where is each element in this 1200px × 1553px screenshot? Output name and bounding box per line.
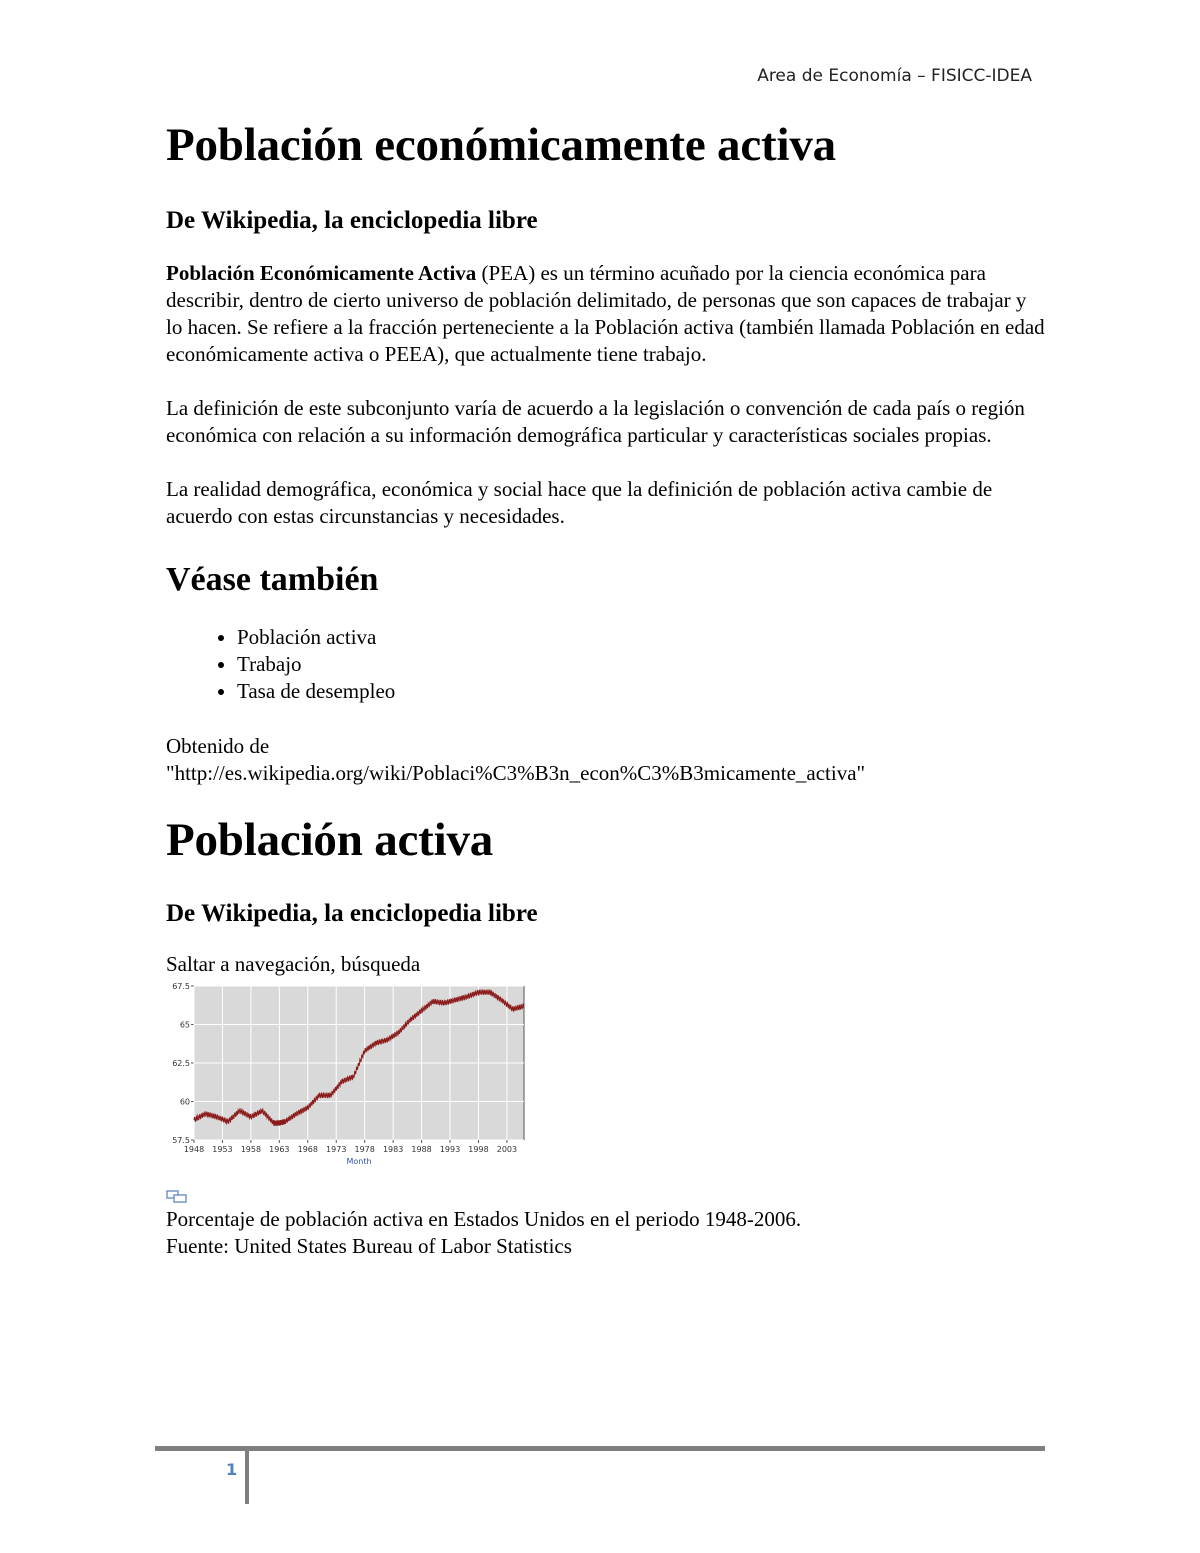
x-tick-label: 1978 <box>354 1145 375 1154</box>
see-also-list <box>166 624 1046 705</box>
x-tick-label: 1958 <box>240 1145 262 1154</box>
page-header: Area de Economía – FISICC-IDEA <box>757 66 1032 86</box>
term-pea: Población Económicamente Activa <box>166 261 477 285</box>
jump-to-navigation[interactable]: Saltar a navegación, búsqueda <box>166 952 421 976</box>
x-tick-label: 1973 <box>326 1145 347 1154</box>
x-tick-label: 1993 <box>439 1145 461 1154</box>
figure-source: Fuente: United States Bureau of Labor Statistics <box>166 1234 572 1258</box>
x-axis-label: Month <box>346 1157 372 1166</box>
pea-definition-text: (PEA) es un término acuñado por la ciencia económica para describir, dentro de cierto universo de población delimitado, de personas que son capaces de trabajar y lo hacen. Se refiere a la fracción perteneciente a la Población activa (también llamada Población en edad económicamente activa o PEEA), que actualmente tiene trabajo. <box>166 261 1045 366</box>
y-tick-label: 62.5 <box>172 1059 190 1068</box>
y-tick-label: 67.5 <box>172 982 190 991</box>
see-also-link-trabajo[interactable]: Trabajo <box>237 652 302 676</box>
x-tick-label: 1948 <box>183 1145 205 1154</box>
section1-title: Población económicamente activa <box>166 119 836 171</box>
figure-caption: Porcentaje de población activa en Estados Unidos en el periodo 1948-2006. <box>166 1207 802 1231</box>
paragraph-definition-varies: La definición de este subconjunto varía de acuerdo a la legislación o convención de cada país o región económica con relación a su información demográfica particular y características sociales propias. <box>166 396 1025 447</box>
see-also-link-poblacion-activa[interactable]: Población activa <box>237 625 377 649</box>
page-number: 1 <box>226 1460 238 1479</box>
see-also-item[interactable] <box>237 624 1046 651</box>
y-tick-label: 65 <box>179 1020 190 1030</box>
chart-svg <box>166 982 536 1172</box>
footer-horizontal-rule <box>155 1446 1045 1451</box>
see-also-heading: Véase también <box>166 561 379 598</box>
section2-subtitle: De Wikipedia, la enciclopedia libre <box>166 900 538 927</box>
see-also-item[interactable] <box>237 678 1046 705</box>
x-tick-label: 1998 <box>468 1145 489 1154</box>
magnify-icon[interactable] <box>166 1190 188 1204</box>
x-tick-label: 2003 <box>496 1145 518 1154</box>
section1-subtitle: De Wikipedia, la enciclopedia libre <box>166 207 538 234</box>
paragraph-pea-definition <box>166 260 1046 368</box>
x-tick-label: 1963 <box>269 1145 290 1154</box>
section2-title: Población activa <box>166 814 494 866</box>
obtained-from-url[interactable]: "http://es.wikipedia.org/wiki/Poblaci%C3%B3n_econ%C3%B3micamente_activa" <box>166 761 866 785</box>
x-tick-label: 1953 <box>212 1145 233 1154</box>
see-also-link-tasa-desempleo[interactable]: Tasa de desempleo <box>237 679 396 703</box>
x-tick-label: 1983 <box>382 1145 404 1154</box>
paragraph-demographic-reality: La realidad demográfica, económica y social hace que la definición de población activa cambie de acuerdo con estas circunstancias y necesidades. <box>166 477 993 528</box>
document-body <box>166 112 1046 1260</box>
obtained-from-label: Obtenido de <box>166 734 270 758</box>
y-tick-label: 60 <box>179 1097 190 1107</box>
see-also-item[interactable] <box>237 651 1046 678</box>
footer-vertical-rule <box>245 1451 249 1504</box>
labor-force-chart <box>166 982 536 1172</box>
x-tick-label: 1988 <box>411 1145 432 1154</box>
y-tick-label: 57.5 <box>172 1136 190 1145</box>
x-tick-label: 1968 <box>297 1145 318 1154</box>
